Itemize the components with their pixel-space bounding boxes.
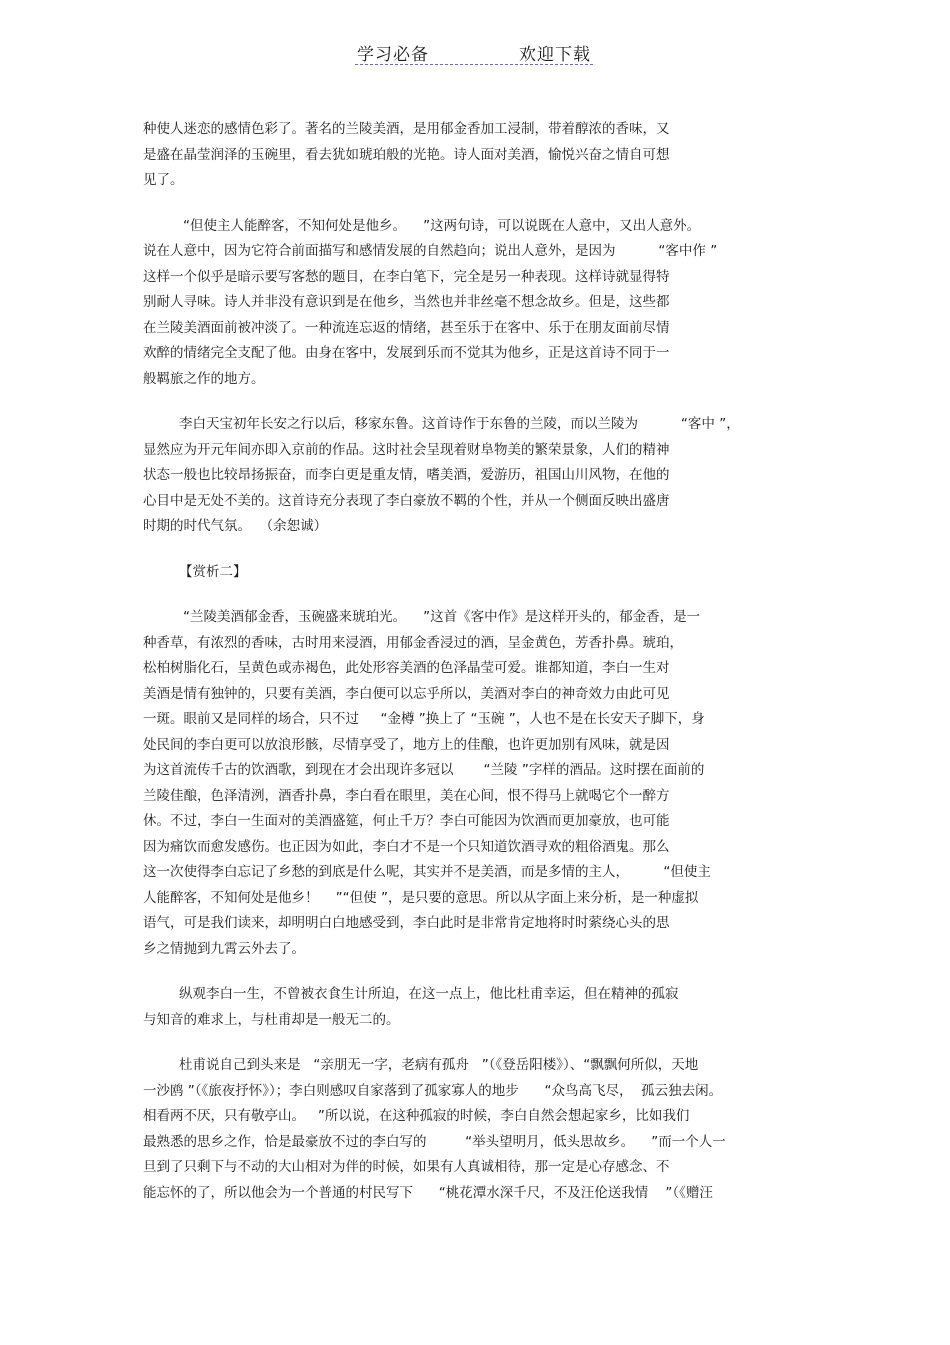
paragraph <box>143 412 823 540</box>
paragraph <box>143 1053 823 1206</box>
text-line: 心目中是无处不美的。这首诗充分表现了李白豪放不羁的个性，并从一个侧面反映出盛唐 <box>143 492 670 509</box>
paragraph <box>143 117 823 194</box>
paragraph <box>143 560 823 586</box>
text-line: 人能醉客，不知何处是他乡！ ”“但使 ”，是只要的意思。所以从字面上来分析，是一种虚拟 <box>143 889 699 906</box>
paragraph <box>143 982 823 1033</box>
text-line: 休。不过，李白一生面对的美酒盛筵，何止千万？李白可能因为饮酒而更加豪放，也可能 <box>143 813 670 829</box>
text-line: 纵观李白一生，不曾被衣食生计所迫，在这一点上，他比杜甫幸运，但在精神的孤寂 <box>179 986 679 1002</box>
text-line: 相看两不厌，只有敬亭山。 ”所以说，在这种孤寂的时候，李白自然会想起家乡，比如我们 <box>143 1108 690 1124</box>
text-line: 这一次使得李白忘记了乡愁的到底是什么呢，其实并不是美酒，而是多情的主人， “但使主 <box>143 864 711 880</box>
text-line: 兰陵佳酿，色泽清洌，酒香扑鼻，李白看在眼里，美在心间，恨不得马上就喝它个一醉方 <box>143 787 670 804</box>
text-line: 欢醉的情绪完全支配了他。由身在客中，发展到乐而不觉其为他乡，正是这首诗不同于一 <box>143 345 670 361</box>
text-line: 因为痛饮而愈发感伤。也正因为如此，李白才不是一个只知道饮酒寻欢的粗俗酒鬼。那么 <box>143 838 670 855</box>
text-line: 乡之情抛到九霄云外去了。 <box>143 940 305 957</box>
text-line: 见了。 <box>143 172 184 188</box>
page-header <box>0 40 950 70</box>
text-line: 杜甫说自己到头来是 “亲朋无一字，老病有孤舟 ”（《登岳阳楼》）、“飘飘何所似，天地 <box>179 1057 699 1073</box>
text-line: 处民间的李白更可以放浪形骸，尽情享受了，地方上的佳酿，也许更加别有风味，就是因 <box>143 736 670 753</box>
text-line: 是盛在晶莹润泽的玉碗里，看去犹如琥珀般的光艳。诗人面对美酒，愉悦兴奋之情自可想 <box>143 146 670 163</box>
text-line: 李白天宝初年长安之行以后，移家东鲁。这首诗作于东鲁的兰陵，而以兰陵为 “客中 ”， <box>179 416 740 432</box>
paragraph-gap <box>143 194 823 214</box>
text-line: 状态一般也比较昂扬振奋，而李白更是重友情，嗜美酒，爱游历，祖国山川风物，在他的 <box>143 467 670 483</box>
text-line: 这样一个似乎是暗示要写客愁的题目，在李白笔下，完全是另一种表现。这样诗就显得特 <box>143 268 670 285</box>
text-line: 种使人迷恋的感情色彩了。著名的兰陵美酒，是用郁金香加工浸制，带着醇浓的香味，又 <box>143 121 670 137</box>
paragraph-gap <box>143 962 823 982</box>
text-line: 美酒是情有独钟的，只要有美酒，李白便可以忘乎所以，美酒对李白的神奇效力由此可见 <box>143 685 670 702</box>
text-line: 一沙鸥 ”（《旅夜抒怀》）；李白则感叹自家落到了孤家寡人的地步 “众鸟高飞尽， 孤云独去闲。 <box>143 1082 723 1099</box>
text-line: 与知音的难求上，与杜甫却是一般无二的。 <box>143 1011 400 1028</box>
text-line: 松柏树脂化石，呈黄色或赤褐色，此处形容美酒的色泽晶莹可爱。谁都知道，李白一生对 <box>143 660 670 676</box>
text-line: “但使主人能醉客，不知何处是他乡。 ”这两句诗，可以说既在人意中，又出人意外。 <box>183 217 701 234</box>
text-line: 语气，可是我们读来，却明明白白地感受到，李白此时是非常肯定地将时时萦绕心头的思 <box>143 915 670 931</box>
document-body <box>143 117 823 1206</box>
text-line: 时期的时代气氛。 （余恕诚） <box>143 518 328 534</box>
paragraph <box>143 605 823 962</box>
paragraph-gap <box>143 1033 823 1053</box>
header-dashed-rule <box>355 64 593 65</box>
paragraph-gap <box>143 540 823 560</box>
text-line: 种香草，有浓烈的香味，古时用来浸酒，用郁金香浸过的酒，呈金黄色，芳香扑鼻。琥珀， <box>143 634 683 651</box>
header-left-text: 学习必备 <box>357 45 429 65</box>
text-line: 能忘怀的了，所以他会为一个普通的村民写下 “桃花潭水深千尺，不及汪伦送我情 ”（《赠汪 <box>143 1184 713 1201</box>
paragraph-gap <box>143 585 823 605</box>
text-line: 一斑。眼前又是同样的场合，只不过 “金樽 ”换上了 “玉碗 ”，人也不是在长安天子脚下，身 <box>143 711 705 727</box>
paragraph-gap <box>143 392 823 412</box>
header-right-text: 欢迎下载 <box>519 45 591 65</box>
text-line: 别耐人寻味。诗人并非没有意识到是在他乡，当然也并非丝毫不想念故乡。但是，这些都 <box>143 294 670 310</box>
text-line: 显然应为开元年间亦即入京前的作品。这时社会呈现着财阜物美的繁荣景象，人们的精神 <box>143 441 670 458</box>
text-line: 【赏析二】 <box>179 563 247 580</box>
text-line: “兰陵美酒郁金香，玉碗盛来琥珀光。 ”这首《客中作》是这样开头的，郁金香，是一 <box>183 609 701 625</box>
text-line: 说在人意中，因为它符合前面描写和感情发展的自然趋向；说出人意外，是因为 “客中作 ” <box>143 243 718 259</box>
text-line: 般羁旅之作的地方。 <box>143 370 265 387</box>
text-line: 旦到了只剩下与不动的大山相对为伴的时候，如果有人真诚相待，那一定是心存感念、不 <box>143 1159 670 1175</box>
paragraph <box>143 214 823 393</box>
text-line: 在兰陵美酒面前被冲淡了。一种流连忘返的情绪，甚至乐于在客中、乐于在朋友面前尽情 <box>143 319 670 336</box>
text-line: 最熟悉的思乡之作，恰是最豪放不过的李白写的 “举头望明月，低头思故乡。 ”而一个人一 <box>143 1133 726 1150</box>
text-line: 为这首流传千古的饮酒歌，到现在才会出现许多冠以 “兰陵 ”字样的酒品。这时摆在面前的 <box>143 762 705 778</box>
